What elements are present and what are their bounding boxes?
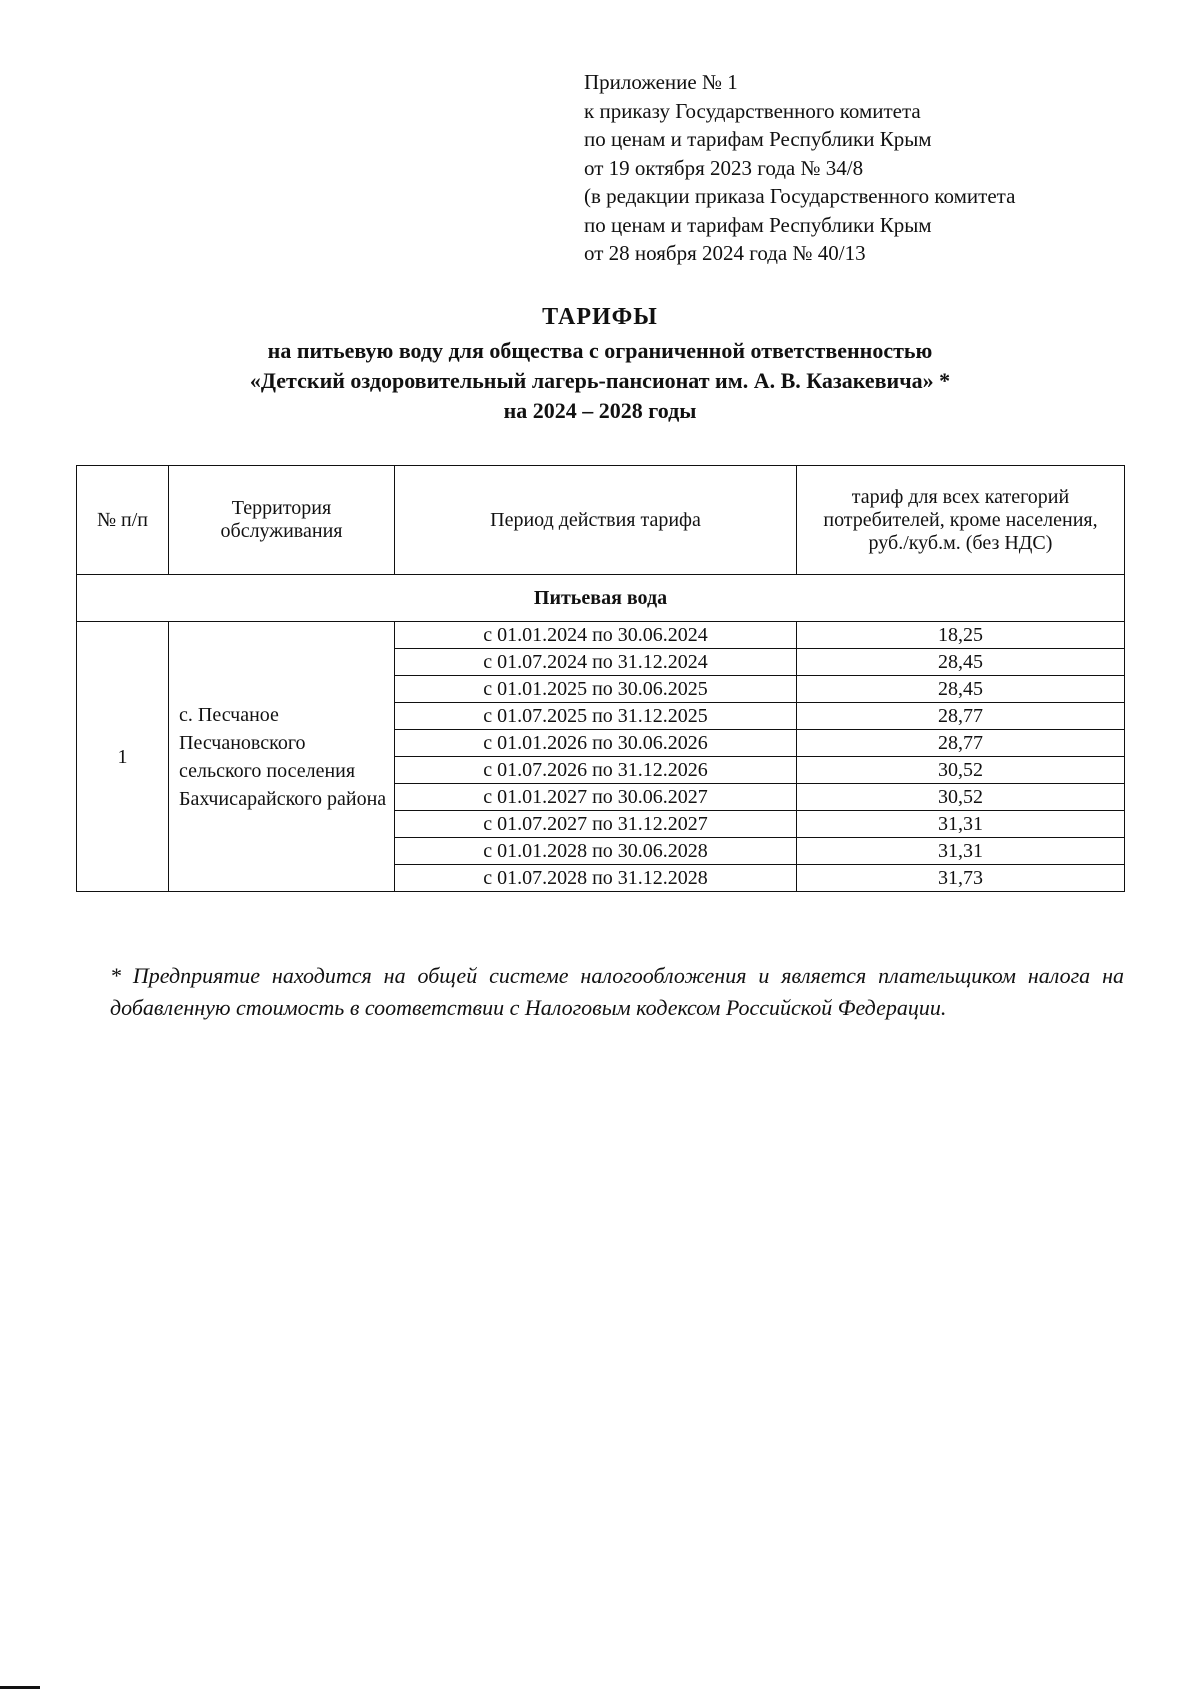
title-main: ТАРИФЫ	[542, 304, 658, 330]
period-cell: с 01.07.2024 по 31.12.2024	[395, 649, 797, 676]
appendix-line: по ценам и тарифам Республики Крым	[584, 127, 932, 151]
period-cell: с 01.01.2028 по 30.06.2028	[395, 838, 797, 865]
table-row	[77, 622, 1125, 649]
tariff-cell: 28,77	[797, 703, 1125, 730]
period-cell: с 01.01.2025 по 30.06.2025	[395, 676, 797, 703]
territory-cell: с. Песчаное Песчановского сельского поселения Бахчисарайского района	[169, 622, 395, 892]
tariff-cell: 31,31	[797, 838, 1125, 865]
title-line-2: «Детский оздоровительный лагерь-пансионат им. А. В. Казакевича» *	[249, 368, 951, 393]
period-cell: с 01.07.2028 по 31.12.2028	[395, 865, 797, 892]
header-tariff: тариф для всех категорий потребителей, кроме населения, руб./куб.м. (без НДС)	[797, 466, 1125, 575]
appendix-line: (в редакции приказа Государственного комитета	[584, 184, 1016, 208]
period-cell: с 01.01.2026 по 30.06.2026	[395, 730, 797, 757]
period-cell: с 01.01.2027 по 30.06.2027	[395, 784, 797, 811]
appendix-block	[584, 68, 1015, 268]
appendix-line: от 28 ноября 2024 года № 40/13	[584, 241, 866, 265]
header-num: № п/п	[77, 466, 169, 575]
period-cell: с 01.01.2024 по 30.06.2024	[395, 622, 797, 649]
appendix-line: Приложение № 1	[584, 70, 738, 94]
appendix-line: к приказу Государственного комитета	[584, 98, 921, 123]
tariff-cell: 28,77	[797, 730, 1125, 757]
title-line-3: на 2024 – 2028 годы	[503, 398, 697, 423]
tariff-cell: 18,25	[797, 622, 1125, 649]
tariff-cell: 30,52	[797, 784, 1125, 811]
title-line-1: на питьевую воду для общества с ограниченной ответственностью	[267, 338, 933, 363]
section-title: Питьевая вода	[77, 575, 1125, 622]
tariff-cell: 30,52	[797, 757, 1125, 784]
page-edge-mark	[0, 1686, 40, 1689]
tariff-cell: 28,45	[797, 676, 1125, 703]
section-row	[77, 575, 1125, 622]
document-title	[0, 302, 1200, 426]
appendix-line: от 19 октября 2023 года № 34/8	[584, 155, 864, 180]
header-territory: Территория обслуживания	[169, 466, 395, 575]
footnote: * Предприятие находится на общей системе налогообложения и является плательщиком налога на добавленную стоимость в соответствии с Налоговым кодексом Российской Федерации.	[110, 963, 1124, 1020]
period-cell: с 01.07.2027 по 31.12.2027	[395, 811, 797, 838]
tariff-cell: 31,31	[797, 811, 1125, 838]
tariff-cell: 31,73	[797, 865, 1125, 892]
tariff-table	[76, 465, 1125, 892]
header-period: Период действия тарифа	[395, 466, 797, 575]
table-header-row	[77, 466, 1125, 575]
row-number: 1	[77, 622, 169, 892]
period-cell: с 01.07.2026 по 31.12.2026	[395, 757, 797, 784]
appendix-line: по ценам и тарифам Республики Крым	[584, 212, 932, 237]
tariff-cell: 28,45	[797, 649, 1125, 676]
period-cell: с 01.07.2025 по 31.12.2025	[395, 703, 797, 730]
